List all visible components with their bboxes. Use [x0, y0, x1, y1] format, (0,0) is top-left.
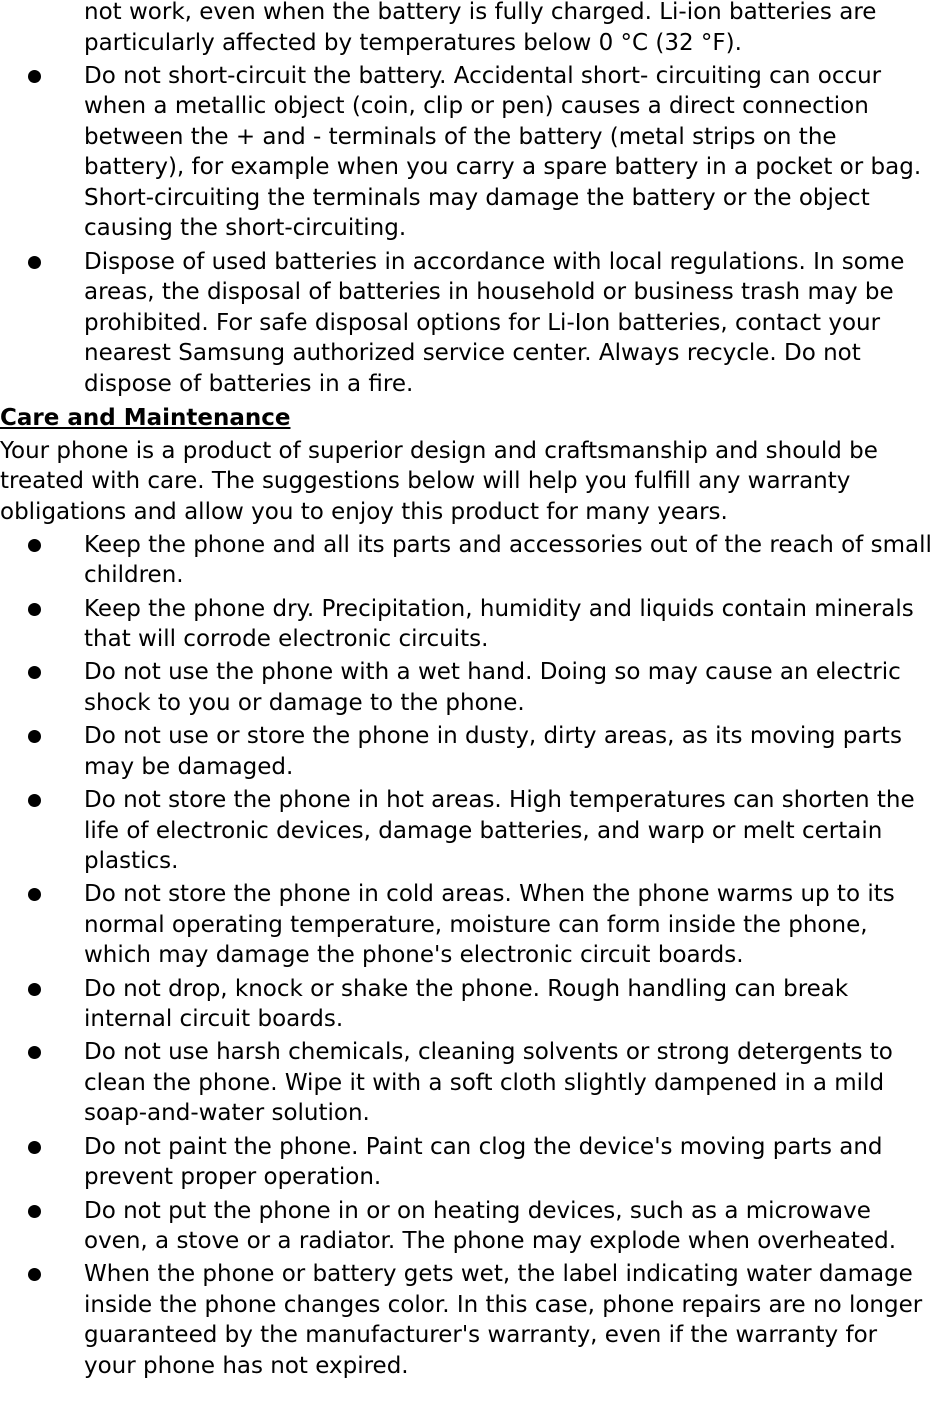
list-item-text: Do not store the phone in hot areas. High temperatures can shorten the life of electronic devices, damage batteries, and warp or melt certain plastics. — [84, 787, 915, 875]
section-intro: Your phone is a product of superior design and craftsmanship and should be treated with care. The suggestions below will help you fulfill any warranty obligations and allow you to enjoy this product for many years. — [0, 437, 878, 525]
list-item — [0, 530, 936, 591]
list-item-text: Do not use harsh chemicals, cleaning solvents or strong detergents to clean the phone. Wipe it with a soft cloth slightly dampened in a mild soap-and-water solution. — [84, 1039, 893, 1127]
bullet-icon — [28, 603, 41, 616]
bullet-icon — [28, 70, 41, 83]
list-item-text: Do not drop, knock or shake the phone. Rough handling can break internal circuit boards. — [84, 975, 849, 1033]
bullet-icon — [28, 1205, 41, 1218]
list-item — [0, 61, 936, 244]
list-item — [0, 1196, 936, 1257]
list-item — [0, 594, 936, 655]
list-item — [0, 785, 936, 877]
list-item — [0, 721, 936, 782]
list-item — [0, 247, 936, 400]
list-item-text: When the phone or battery gets wet, the label indicating water damage inside the phone changes color. In this case, phone repairs are no longer guaranteed by the manufacturer's warranty, even if the warranty for your phone has not expired. — [84, 1261, 923, 1379]
list-item-text: Do not use or store the phone in dusty, dirty areas, as its moving parts may be damaged. — [84, 723, 902, 780]
list-item — [0, 657, 936, 718]
bullet-icon — [28, 1268, 41, 1281]
list-item — [0, 974, 936, 1035]
bullet-icon — [28, 794, 41, 807]
bullet-icon — [28, 666, 41, 679]
bullet-icon — [28, 539, 41, 552]
battery-continuation-text: not work, even when the battery is fully charged. Li-ion batteries are particularly affected by temperatures below 0 °C (32 °F). — [84, 0, 877, 56]
list-item — [0, 1132, 936, 1193]
list-item — [0, 1259, 936, 1381]
bullet-icon — [28, 983, 41, 996]
list-item-text: Do not use the phone with a wet hand. Doing so may cause an electric shock to you or damage to the phone. — [84, 659, 901, 716]
bullet-icon — [28, 1046, 41, 1059]
bullet-icon — [28, 1141, 41, 1154]
list-item — [0, 879, 936, 971]
list-item-text: Do not paint the phone. Paint can clog the device's moving parts and prevent proper operation. — [84, 1133, 883, 1191]
bullet-icon — [28, 730, 41, 743]
bullet-icon — [28, 888, 41, 901]
list-item-text: Keep the phone dry. Precipitation, humidity and liquids contain minerals that will corrode electronic circuits. — [84, 595, 914, 653]
list-item-text: Keep the phone and all its parts and accessories out of the reach of small children. — [84, 531, 932, 589]
bullet-icon — [28, 256, 41, 269]
list-item-text: Do not short-circuit the battery. Accidental short- circuiting can occur when a metallic object (coin, clip or pen) causes a direct connection between the + and - terminals of the battery (metal strips on the battery), for example when you carry a spare battery in a pocket or bag. Short-circuiting the terminals may damage the battery or the object causing the short-circuiting. — [84, 62, 922, 242]
list-item-text: Do not store the phone in cold areas. When the phone warms up to its normal operating temperature, moisture can form inside the phone, which may damage the phone's electronic circuit boards. — [84, 881, 895, 969]
list-item-text: Do not put the phone in or on heating devices, such as a microwave oven, a stove or a radiator. The phone may explode when overheated. — [84, 1197, 897, 1255]
list-item-text: Dispose of used batteries in accordance with local regulations. In some areas, the disposal of batteries in household or business trash may be prohibited. For safe disposal options for Li-Ion batteries, contact your nearest Samsung authorized service center. Always recycle. Do not dispose of batteries in a fire. — [84, 248, 905, 397]
list-item — [0, 1037, 936, 1129]
section-heading: Care and Maintenance — [0, 405, 291, 432]
